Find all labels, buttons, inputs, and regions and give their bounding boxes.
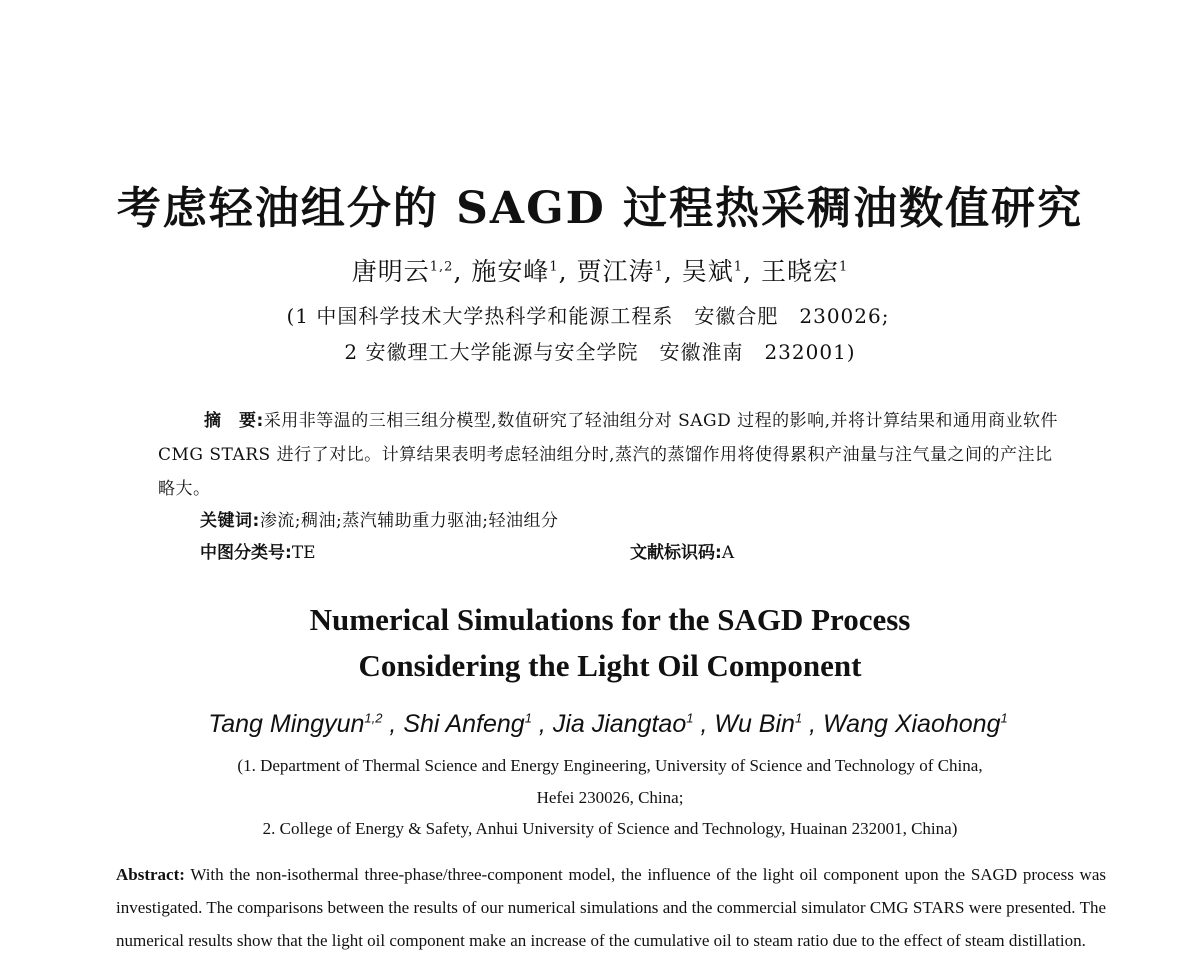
chinese-author-list (0, 252, 1200, 288)
english-affiliation-line-3: 2. College of Energy & Safety, Anhui University of Science and Technology, Huainan 232001, China) (262, 819, 958, 838)
author-cn: 施安峰$^1$, (471, 257, 568, 286)
doc-code-label: 文献标识码: (630, 543, 722, 563)
author-cn: 王晓宏$^1$ (760, 257, 849, 286)
author-en: Tang Mingyun$^{1,2}$ , (208, 710, 397, 738)
chinese-abstract (158, 404, 1066, 506)
keywords-label: 关键词: (200, 511, 260, 531)
chinese-affiliation-2: 2 安徽理工大学能源与安全学院 安徽淮南 232001) (344, 340, 856, 364)
english-abstract-label: Abstract: (116, 865, 185, 884)
english-author-list (8, 710, 1200, 739)
keywords-text: 渗流;稠油;蒸汽辅助重力驱油;轻油组分 (259, 511, 559, 531)
chinese-title: 考虑轻油组分的 SAGD 过程热采稠油数值研究 (116, 183, 1084, 234)
chinese-keywords (200, 506, 559, 531)
document-code (630, 538, 734, 563)
author-cn: 唐明云$^{1,2}$, (351, 257, 463, 286)
english-title-line-2: Considering the Light Oil Component (358, 648, 862, 683)
author-cn: 吴斌$^1$, (681, 257, 752, 286)
clc-value: TE (291, 543, 316, 563)
author-en: Shi Anfeng$^1$ , (403, 710, 546, 738)
author-en: Jia Jiangtao$^1$ , (552, 710, 708, 738)
english-affiliation-line-2: Hefei 230026, China; (536, 788, 684, 807)
author-en: Wang Xiaohong$^1$ (823, 710, 1008, 738)
clc-label: 中图分类号: (200, 543, 292, 563)
english-affiliation-line-1: (1. Department of Thermal Science and Energy Engineering, University of Science and Technology of China, (237, 756, 983, 775)
english-abstract (116, 858, 1106, 957)
doc-code-value: A (721, 543, 735, 563)
author-cn: 贾江涛$^1$, (576, 257, 673, 286)
chinese-affiliation-1: (1 中国科学技术大学热科学和能源工程系 安徽合肥 230026; (286, 304, 890, 328)
english-abstract-text: With the non-isothermal three-phase/three-component model, the influence of the light oil component upon the SAGD process was investigated. The comparisons between the results of our numerical simulations and the commercial simulator CMG STARS were presented. The numerical results show that the light oil component make an increase of the cumulative oil to steam ratio due to the effect of steam distillation. (116, 865, 1106, 950)
english-title-line-1: Numerical Simulations for the SAGD Process (309, 602, 911, 637)
clc-number (200, 538, 316, 563)
chinese-abstract-label: 摘 要: (204, 411, 264, 431)
author-en: Wu Bin$^1$ , (714, 710, 817, 738)
chinese-abstract-text: 采用非等温的三相三组分模型,数值研究了轻油组分对 SAGD 过程的影响,并将计算结果和通用商业软件 CMG STARS 进行了对比。计算结果表明考虑轻油组分时,蒸汽的蒸馏作用将使得累积产油量与注气量之间的产注比略大。 (158, 411, 1059, 499)
